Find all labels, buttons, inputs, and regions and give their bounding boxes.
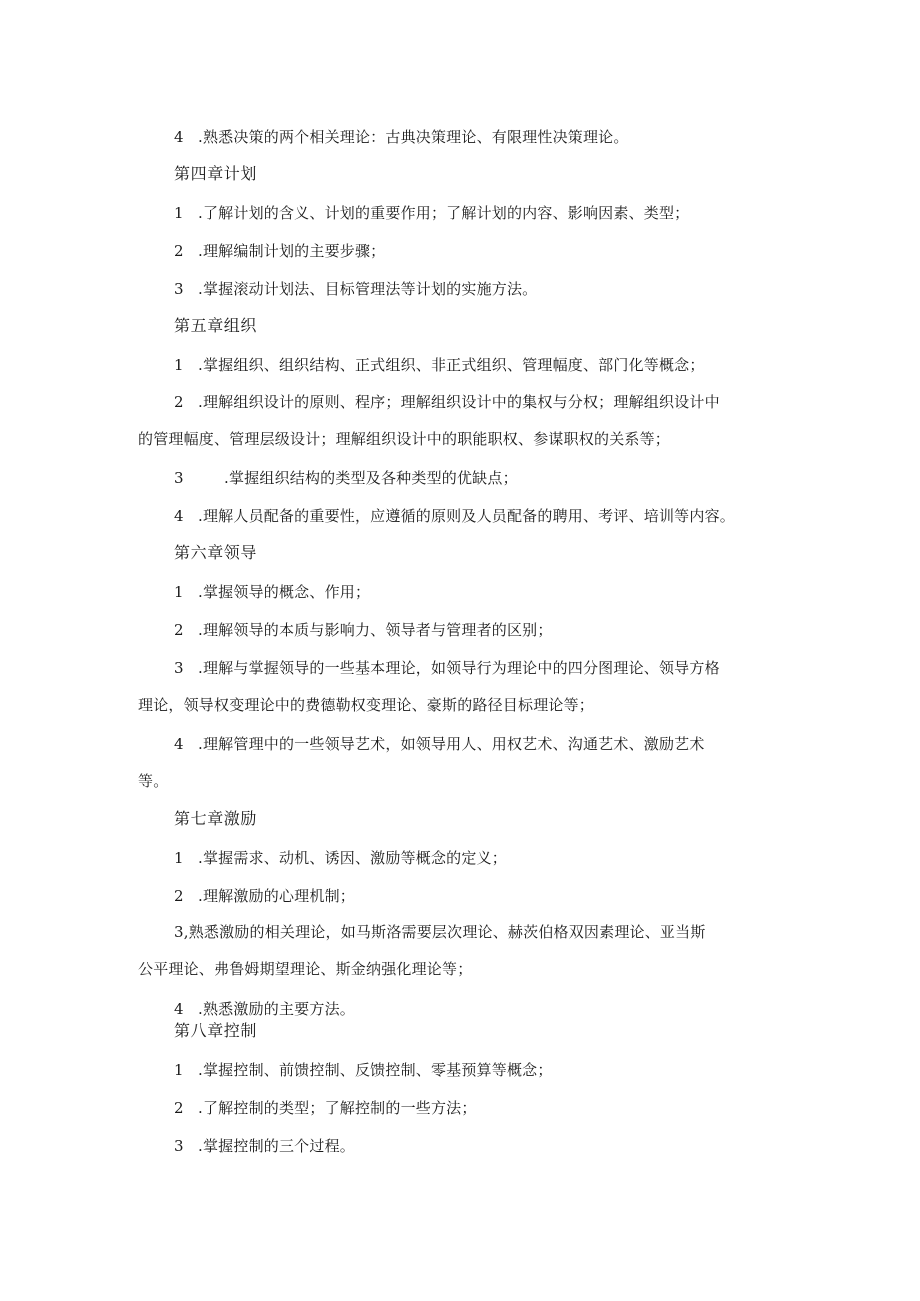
item-text: .熟悉激励的主要方法。 — [198, 1000, 355, 1018]
ch7-item-3: 3,熟悉激励的相关理论，如马斯洛需要层次理论、赫茨伯格双因素理论、亚当斯 — [174, 923, 706, 941]
ch6-item-2 — [174, 620, 553, 640]
chapter-6-heading: 第六章领导 — [174, 543, 258, 562]
item-text: .理解激励的心理机制； — [198, 887, 355, 905]
ch8-item-1 — [174, 1060, 553, 1080]
item-number: 2 — [174, 621, 184, 639]
ch7-item-4 — [174, 999, 355, 1019]
ch6-item-3-continued: 理论，领导权变理论中的费德勒权变理论、豪斯的路径目标理论等； — [138, 696, 595, 714]
item-number: 4 — [174, 735, 184, 753]
item-text: .理解人员配备的重要性，应遵循的原则及人员配备的聘用、考评、培训等内容。 — [198, 507, 735, 525]
item-number: 1 — [174, 356, 184, 374]
item-number: 1 — [174, 1061, 184, 1079]
item-text: .理解管理中的一些领导艺术，如领导用人、用权艺术、沟通艺术、激励艺术 — [198, 735, 705, 753]
item-number: 4 — [174, 128, 184, 146]
item-number: 3 — [174, 280, 184, 298]
ch4-item-2 — [174, 241, 385, 261]
item-number: 3 — [174, 659, 184, 677]
ch7-item-3-continued: 公平理论、弗鲁姆期望理论、斯金纳强化理论等； — [138, 960, 473, 978]
item-number: 1 — [174, 204, 184, 222]
item-text: .掌握控制的三个过程。 — [198, 1137, 355, 1155]
ch7-item-1 — [174, 848, 507, 868]
item-text: .掌握组织、组织结构、正式组织、非正式组织、管理幅度、部门化等概念； — [198, 356, 705, 374]
item-number: 3 — [174, 1137, 184, 1155]
ch5-item-3 — [174, 468, 518, 488]
item-number: 1 — [174, 583, 184, 601]
item-text: .掌握领导的概念、作用； — [198, 583, 371, 601]
ch5-item-2-continued: 的管理幅度、管理层级设计；理解组织设计中的职能职权、参谋职权的关系等； — [138, 430, 671, 448]
ch6-item-4-continued: 等。 — [138, 772, 169, 790]
ch4-item-3 — [174, 279, 537, 299]
chapter-4-heading: 第四章计划 — [174, 164, 258, 183]
ch3-item-4 — [174, 127, 629, 147]
item-number: 4 — [174, 507, 184, 525]
ch8-item-2 — [174, 1098, 477, 1118]
item-text: .熟悉决策的两个相关理论：古典决策理论、有限理性决策理论。 — [198, 128, 629, 146]
item-text: .理解领导的本质与影响力、领导者与管理者的区别； — [198, 621, 553, 639]
item-number: 2 — [174, 242, 184, 260]
item-number: 4 — [174, 1000, 184, 1018]
item-text: .掌握组织结构的类型及各种类型的优缺点； — [224, 469, 518, 487]
chapter-8-heading: 第八章控制 — [174, 1021, 258, 1040]
ch6-item-3 — [174, 658, 720, 678]
item-number: 2 — [174, 1099, 184, 1117]
item-text: .掌握需求、动机、诱因、激励等概念的定义； — [198, 849, 507, 867]
ch7-item-2 — [174, 886, 355, 906]
item-text: .理解编制计划的主要步骤； — [198, 242, 386, 260]
ch6-item-1 — [174, 582, 370, 602]
item-text: .理解与掌握领导的一些基本理论，如领导行为理论中的四分图理论、领导方格 — [198, 659, 720, 677]
item-number: 1 — [174, 849, 184, 867]
item-text: .掌握滚动计划法、目标管理法等计划的实施方法。 — [198, 280, 538, 298]
item-text: .了解计划的含义、计划的重要作用；了解计划的内容、影响因素、类型； — [198, 204, 690, 222]
ch5-item-1 — [174, 355, 705, 375]
item-number: 2 — [174, 887, 184, 905]
ch6-item-4 — [174, 734, 705, 754]
item-text: .掌握控制、前馈控制、反馈控制、零基预算等概念； — [198, 1061, 553, 1079]
item-text: .理解组织设计的原则、程序；理解组织设计中的集权与分权；理解组织设计中 — [198, 393, 720, 411]
ch8-item-3 — [174, 1136, 355, 1156]
chapter-7-heading: 第七章激励 — [174, 809, 258, 828]
ch4-item-1 — [174, 203, 689, 223]
item-number: 3 — [174, 469, 184, 487]
item-text: .了解控制的类型；了解控制的一些方法； — [198, 1099, 477, 1117]
chapter-5-heading: 第五章组织 — [174, 316, 258, 335]
item-number: 2 — [174, 393, 184, 411]
ch5-item-2 — [174, 392, 720, 412]
ch5-item-4 — [174, 506, 735, 526]
